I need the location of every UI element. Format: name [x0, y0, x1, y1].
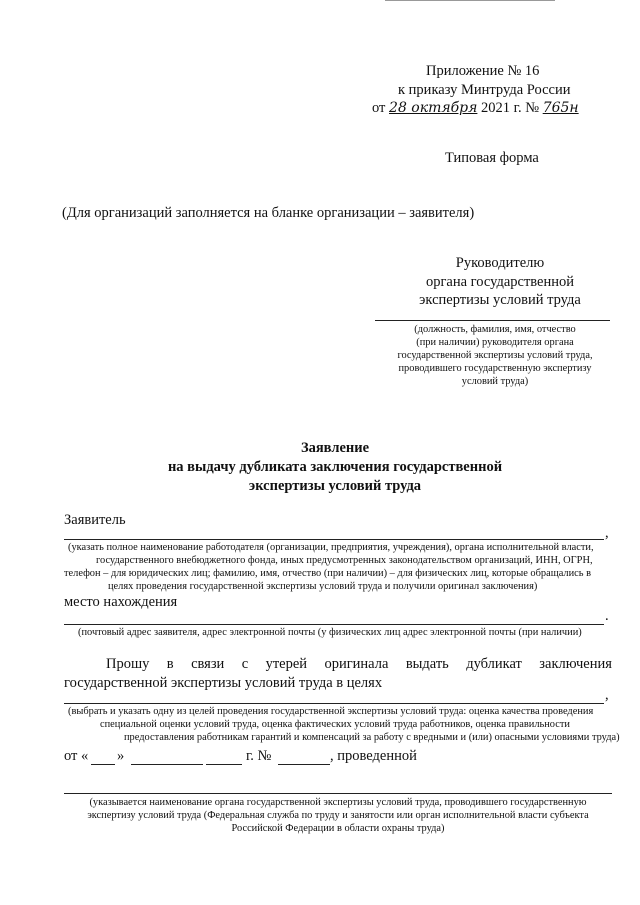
order-reference: к приказу Минтруда России	[398, 82, 571, 98]
applicant-hint-3: телефон – для юридических лиц; фамилию, имя, отчество (при наличии) – для физических лиц, которые обращались в	[64, 568, 591, 579]
applicant-hint	[64, 541, 612, 593]
handwritten-number: 765н	[542, 100, 579, 116]
order-date-line	[372, 100, 579, 117]
location-hint: (почтовый адрес заявителя, адрес электронной почты (у физических лиц адрес электронной почты (при наличии)	[78, 627, 582, 638]
addressee-line-2: органа государственной	[425, 274, 575, 290]
conclusion-from: от «	[64, 748, 89, 764]
location-fill-line[interactable]	[64, 624, 604, 625]
authority-fill-line[interactable]	[64, 793, 612, 794]
purpose-fill-line[interactable]	[64, 703, 604, 704]
authority-hint-3: Российской Федерации в области охраны труда)	[231, 823, 445, 834]
applicant-hint-1: (указать полное наименование работодателя (организации, предприятия, учреждения), органа исполнительной власти,	[68, 542, 594, 553]
request-word: связи	[191, 656, 225, 672]
day-fill-line[interactable]	[91, 764, 115, 765]
request-word: Прошу	[106, 656, 150, 672]
order-from-prefix: от	[372, 100, 386, 116]
authority-hint-2: экспертизу условий труда (Федеральная служба по труду и занятости или орган исполнительной власти субъекта	[87, 810, 589, 821]
addressee-line-3: экспертизы условий труда	[419, 292, 581, 308]
applicant-label: Заявитель	[64, 512, 126, 528]
number-fill-line[interactable]	[278, 764, 330, 765]
addressee-hint-1: (должность, фамилия, имя, отчество	[414, 324, 576, 335]
appendix-number: Приложение № 16	[426, 63, 540, 79]
request-word: дубликат	[466, 656, 522, 672]
addressee-fill-line[interactable]	[375, 320, 610, 321]
request-word: с	[241, 656, 249, 672]
request-line-2: государственной экспертизы условий труда в целях	[64, 675, 383, 691]
year-fill-line[interactable]	[206, 764, 242, 765]
location-period: .	[605, 608, 609, 624]
request-line-1	[106, 656, 612, 673]
request-word: выдать	[405, 656, 449, 672]
scan-edge-mark	[385, 0, 555, 4]
purpose-hint-3: предоставления работникам гарантий и компенсаций за работу с вредными и (или) опасными условиями труда)	[124, 732, 620, 743]
applicant-hint-2: государственного внебюджетного фонда, иных предусмотренных законодательством организаций, ИНН, ОГРН,	[96, 555, 593, 566]
authority-hint-1: (указывается наименование органа государственной экспертизы условий труда, проводившего государственную	[89, 797, 587, 808]
purpose-hint	[64, 705, 620, 744]
applicant-fill-line[interactable]	[64, 539, 604, 540]
addressee-hint-2: (при наличии) руководителя органа	[416, 337, 574, 348]
addressee-hint-5: условий труда)	[461, 376, 529, 387]
applicant-hint-4: целях проведения государственной экспертизы условий труда и получили оригинал заключения)	[108, 581, 538, 592]
addressee-hint-4: проводившего государственную экспертизу	[398, 363, 592, 374]
purpose-comma: ,	[605, 687, 609, 703]
purpose-hint-2: специальной оценки условий труда, оценка фактических условий труда работников, оценка правильности	[100, 719, 570, 730]
purpose-hint-1: (выбрать и указать одну из целей проведения государственной экспертизы условий труда: оценка качества проведения	[68, 706, 594, 717]
org-note: (Для организаций заполняется на бланке организации – заявителя)	[62, 205, 475, 221]
month-fill-line[interactable]	[131, 764, 203, 765]
form-type: Типовая форма	[445, 150, 539, 166]
handwritten-date: 28 октября	[389, 100, 478, 116]
request-word: оригинала	[324, 656, 389, 672]
addressee-line-1: Руководителю	[455, 255, 545, 271]
request-word: утерей	[265, 656, 308, 672]
addressee-hint	[380, 323, 610, 388]
applicant-comma: ,	[605, 525, 609, 541]
addressee-hint-3: государственной экспертизы условий труда,	[397, 350, 593, 361]
conclusion-conducted: , проведенной	[330, 748, 417, 764]
request-words	[106, 656, 612, 673]
request-word: в	[166, 656, 174, 672]
document-title-2: на выдачу дубликата заключения государственной	[167, 459, 503, 475]
authority-hint	[64, 796, 612, 835]
conclusion-close-quote: »	[117, 748, 125, 764]
conclusion-year-number: г. №	[246, 748, 272, 764]
request-word: заключения	[539, 656, 612, 672]
document-title-3: экспертизы условий труда	[248, 478, 422, 494]
document-title-1: Заявление	[300, 440, 370, 456]
order-year: 2021 г. №	[481, 100, 540, 116]
location-label: место нахождения	[64, 594, 178, 610]
